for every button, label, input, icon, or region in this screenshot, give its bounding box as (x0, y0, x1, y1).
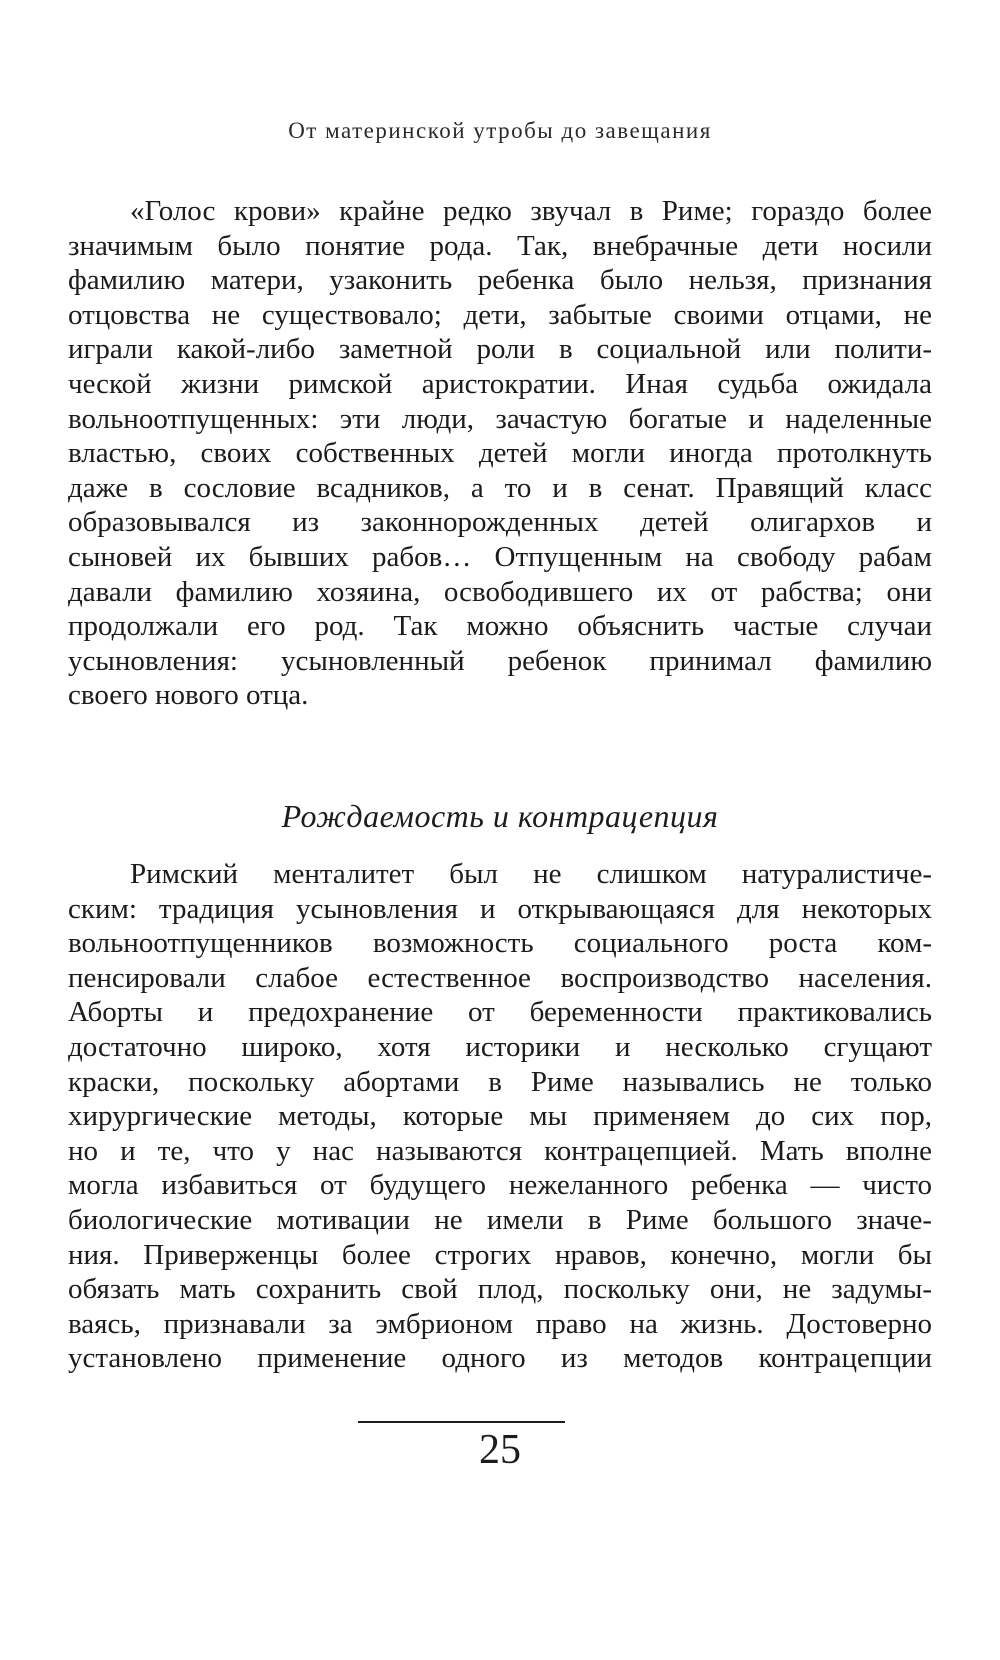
paragraph-line: усыновления: усыновленный ребенок принимал фамилию (68, 644, 932, 677)
paragraph-line: образовывался из законнорожденных детей олигархов и (68, 506, 932, 539)
paragraph-line: ческой жизни римской аристократии. Иная судьба ожидала (68, 367, 932, 400)
paragraph-line: «Голос крови» крайне редко звучал в Риме; гораздо более (130, 195, 932, 227)
paragraph-line: установлено применение одного из методов контрацепции (68, 1342, 932, 1375)
paragraph-line: обязать мать сохранить свой плод, поскольку они, не задумы- (68, 1273, 932, 1306)
paragraph-line: но и те, что у нас называются контрацепцией. Мать вполне (68, 1134, 932, 1167)
paragraph-line: значимым было понятие рода. Так, внебрачные дети носили (68, 229, 932, 262)
paragraph-line: вольноотпущенных: эти люди, зачастую богатые и наделенные (68, 402, 932, 435)
paragraph-line: фамилию матери, узаконить ребенка было нельзя, признания (68, 264, 932, 297)
paragraph-line: краски, поскольку абортами в Риме назывались не только (68, 1065, 932, 1098)
paragraph-line: даже в сословие всадников, а то и в сенат. Правящий класс (68, 471, 932, 504)
page-number: 25 (479, 1427, 521, 1473)
paragraph-line: достаточно широко, хотя историки и несколько сгущают (68, 1030, 932, 1063)
paragraph-line: продолжали его род. Так можно объяснить частые случаи (68, 610, 932, 643)
paragraph-line: своего нового отца. (68, 679, 309, 712)
paragraph-line: властью, своих собственных детей могли иногда протолкнуть (68, 437, 932, 470)
paragraph-line: давали фамилию хозяина, освободившего их от рабства; они (68, 575, 932, 608)
paragraph-line: хирургические методы, которые мы применяем до сих пор, (68, 1100, 932, 1133)
paragraph-line: ваясь, признавали за эмбрионом право на жизнь. Достоверно (68, 1307, 932, 1340)
paragraph-line: ния. Приверженцы более строгих нравов, конечно, могли бы (68, 1238, 932, 1271)
paragraph-line: ским: традиция усыновления и открывающаяся для некоторых (68, 892, 932, 925)
paragraph-1 (68, 194, 932, 713)
paragraph-line: Римский менталитет был не слишком натуралистиче- (130, 858, 932, 890)
paragraph-line: отцовства не существовало; дети, забытые своими отцами, не (68, 298, 932, 331)
paragraph-line: могла избавиться от будущего нежеланного ребенка — чисто (68, 1169, 932, 1202)
footer-divider (358, 1421, 565, 1423)
running-header: От материнской утробы до завещания (288, 118, 712, 143)
paragraph-line: биологические мотивации не имели в Риме большого значе- (68, 1203, 932, 1236)
paragraph-line: вольноотпущенников возможность социального роста ком- (68, 927, 932, 960)
section-title: Рождаемость и контрацепция (281, 798, 719, 834)
paragraph-2 (68, 857, 932, 1376)
paragraph-line: Аборты и предохранение от беременности практиковались (68, 996, 932, 1029)
paragraph-line: пенсировали слабое естественное воспроизводство населения. (68, 961, 932, 994)
paragraph-line: играли какой-либо заметной роли в социальной или полити- (68, 333, 932, 366)
paragraph-line: сыновей их бывших рабов… Отпущенным на свободу рабам (68, 540, 932, 573)
